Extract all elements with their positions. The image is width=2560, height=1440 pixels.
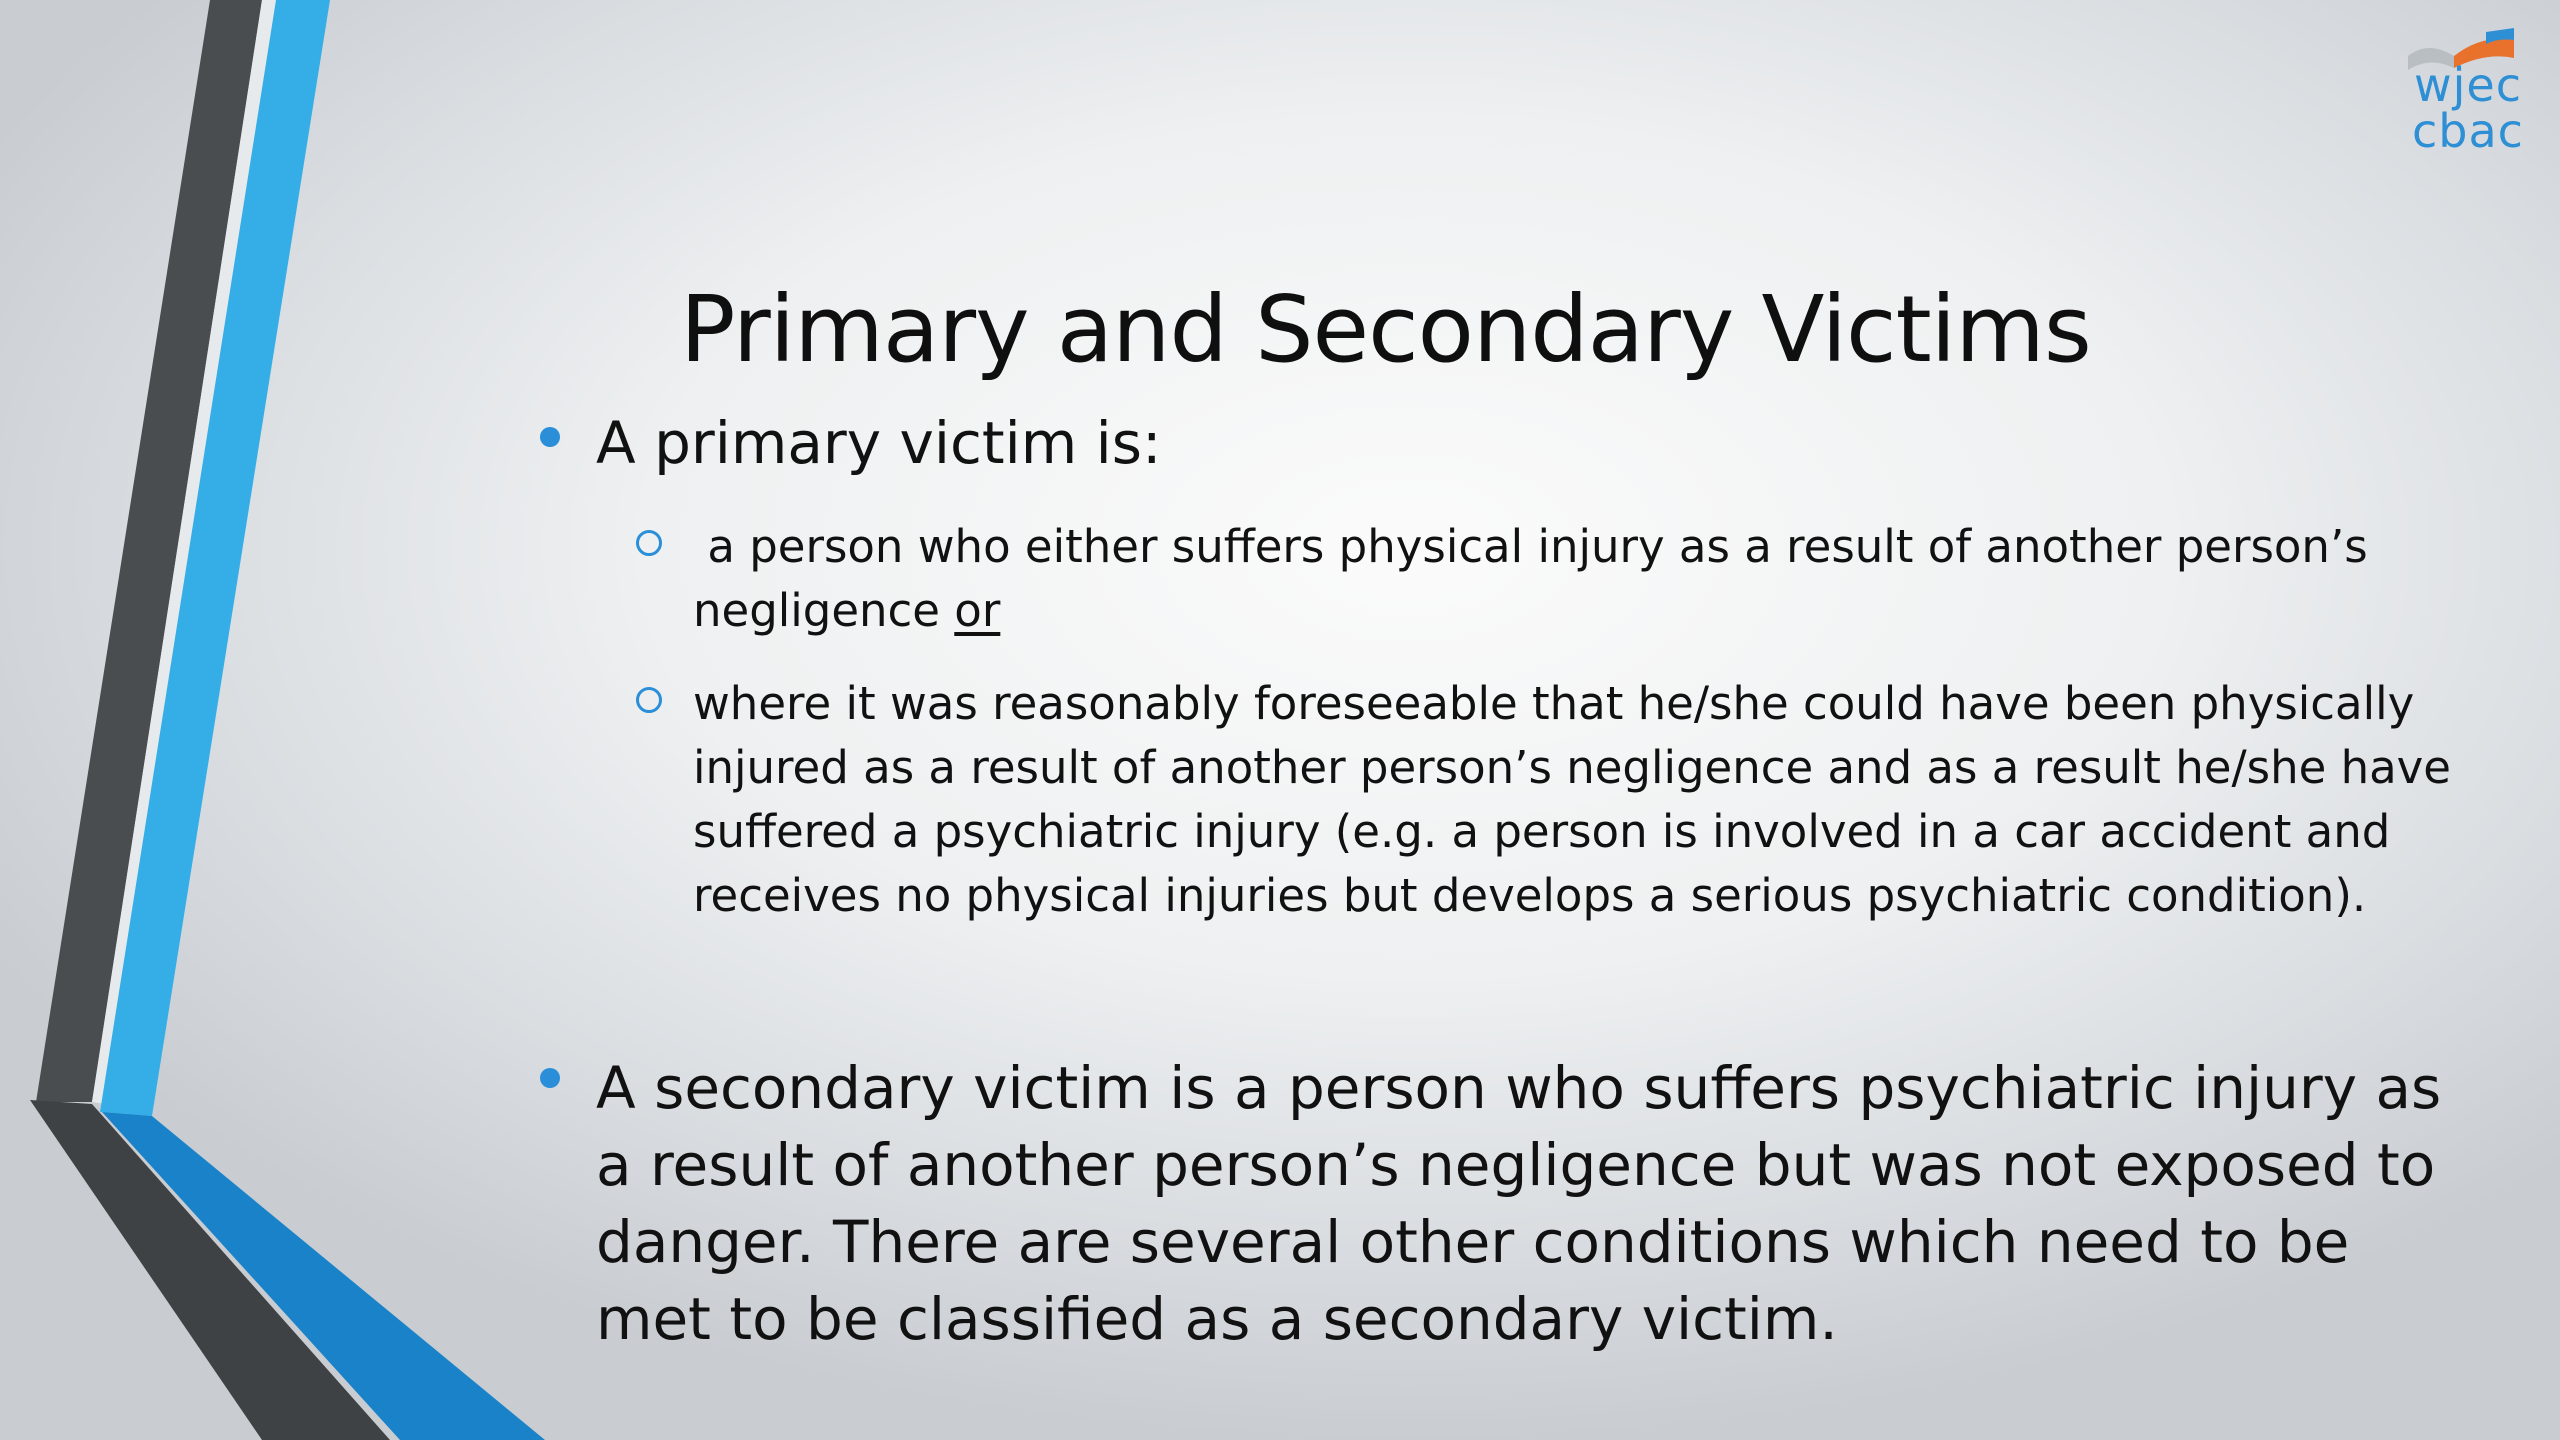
sub-bullet-foreseeable-injury bbox=[636, 672, 2451, 942]
bullet-text: A primary victim is: bbox=[596, 409, 1162, 477]
bullet-dot-icon bbox=[540, 1068, 560, 1088]
sub-bullet-ring-icon bbox=[636, 530, 662, 556]
logo-line-1: wjec bbox=[2414, 58, 2522, 112]
bullet-dot-icon bbox=[540, 427, 560, 447]
bullet-primary-victim bbox=[540, 405, 2480, 505]
bullet-text: A secondary victim is a person who suffers psychiatric injury as a result of another person’s negligence but was not exposed to danger. There are several other conditions which need to be met to be classified as a secondary victim. bbox=[596, 1054, 2442, 1353]
sub-bullet-ring-icon bbox=[636, 687, 662, 713]
sub-bullet-text-main: a person who either suffers physical injury as a result of another person’s negligence bbox=[693, 520, 2383, 637]
logo-line-2: cbac bbox=[2412, 104, 2524, 158]
sub-bullet-text: where it was reasonably foreseeable that he/she could have been physically injured as a result of another person’s negligence and as a result he/she have suffered a psychiatric injury (e.g. a person is involved in a car accident and receives no physical injuries but develops a serious psychiatric condition). bbox=[693, 677, 2451, 922]
sub-bullet-text bbox=[693, 515, 2453, 643]
underlined-or: or bbox=[954, 584, 1001, 637]
bullet-secondary-victim bbox=[540, 1050, 2480, 1360]
slide-title: Primary and Secondary Victims bbox=[680, 276, 2091, 383]
sub-bullet-physical-injury bbox=[636, 515, 2436, 655]
logo bbox=[2398, 58, 2538, 158]
